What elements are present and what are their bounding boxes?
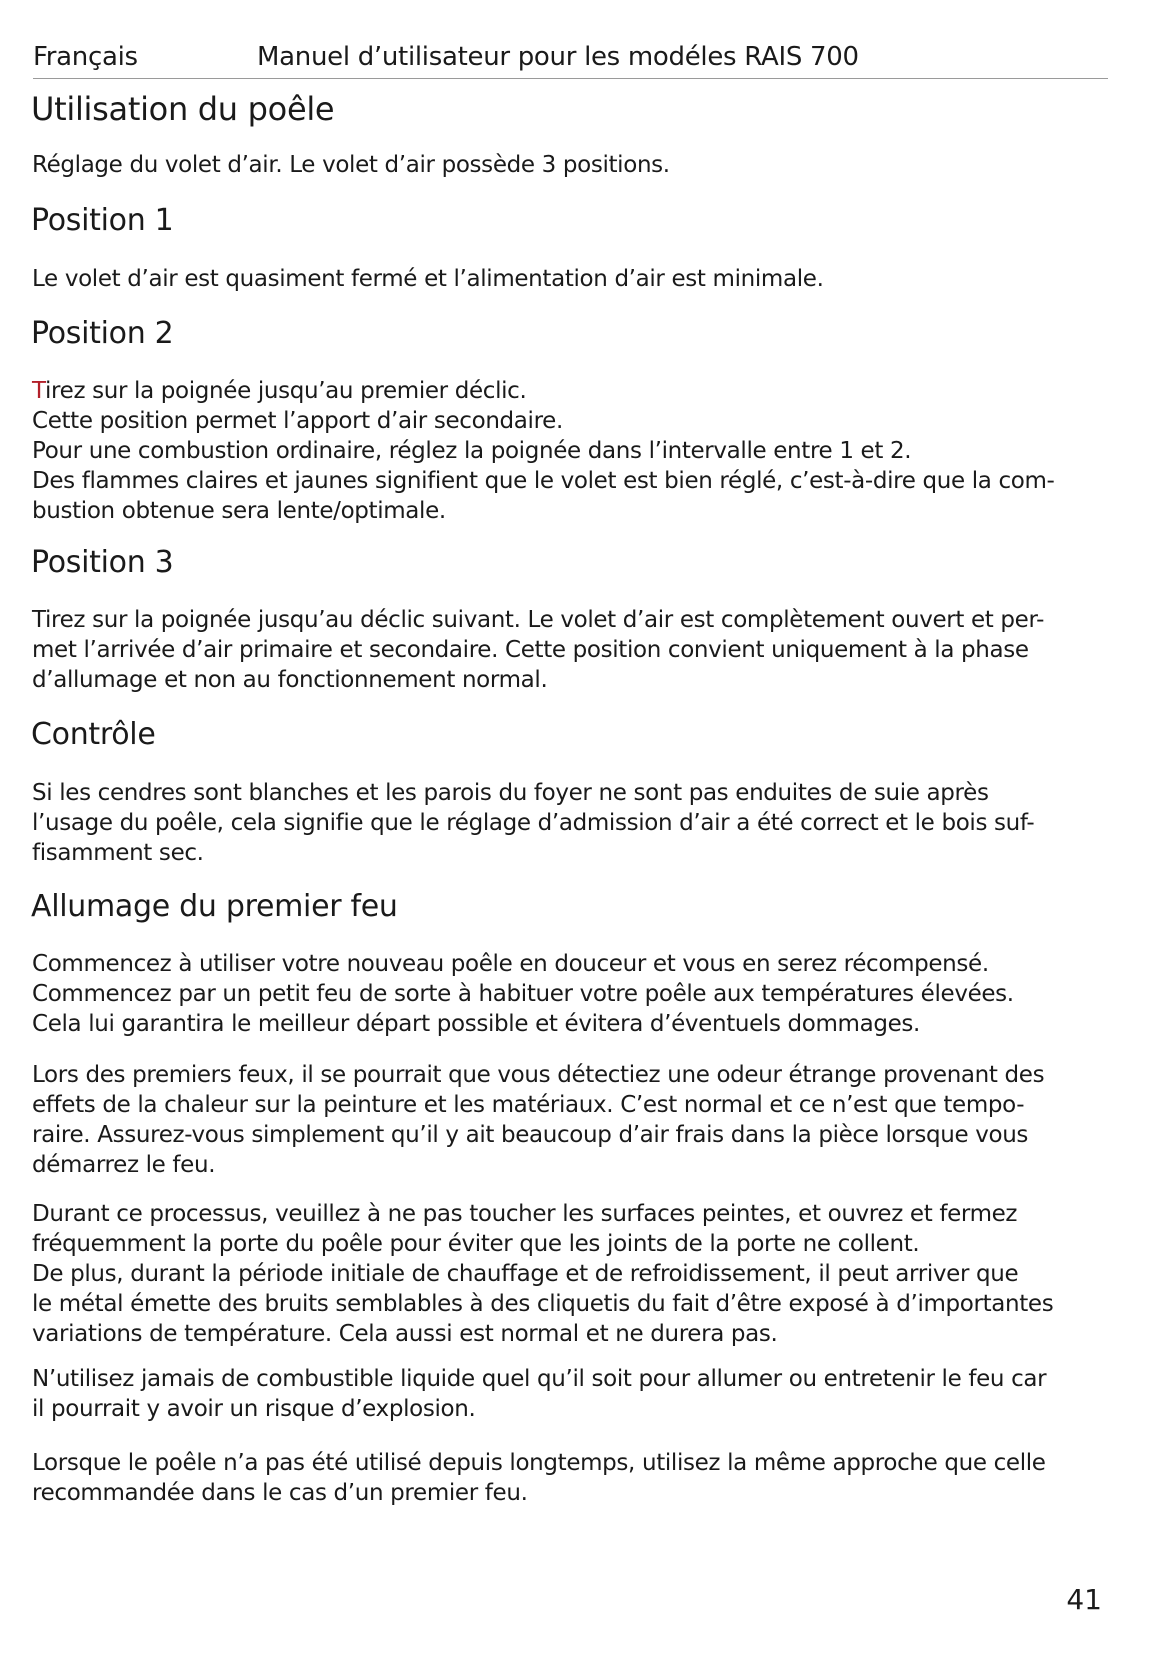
position3-line: met l’arrivée d’air primaire et secondaire. Cette position convient uniquement à la phase [32, 637, 1029, 663]
position3-line: Tirez sur la poignée jusqu’au déclic suivant. Le volet d’air est complètement ouvert et per- [32, 607, 1045, 633]
header-language: Français [33, 42, 138, 72]
allumage-paragraph-5 [32, 1448, 1122, 1508]
position2-line: Des flammes claires et jaunes signifient que le volet est bien réglé, c’est-à-dire que la com- [32, 468, 1055, 494]
page-header [33, 40, 1108, 79]
position3-paragraph [32, 605, 1122, 695]
allumage-line: Durant ce processus, veuillez à ne pas toucher les surfaces peintes, et ouvrez et fermez [32, 1201, 1018, 1227]
position2-line: bustion obtenue sera lente/optimale. [32, 498, 446, 524]
allumage-line: recommandée dans le cas d’un premier feu. [32, 1480, 528, 1506]
page-title: Utilisation du poêle [31, 90, 335, 128]
allumage-paragraph-3 [32, 1199, 1122, 1349]
position2-line: Pour une combustion ordinaire, réglez la poignée dans l’intervalle entre 1 et 2. [32, 438, 912, 464]
controle-line: Si les cendres sont blanches et les parois du foyer ne sont pas enduites de suie après [32, 780, 989, 806]
allumage-line: effets de la chaleur sur la peinture et les matériaux. C’est normal et ce n’est que tempo- [32, 1092, 1025, 1118]
controle-line: l’usage du poêle, cela signifie que le réglage d’admission d’air a été correct et le bois suf- [32, 810, 1035, 836]
allumage-line: N’utilisez jamais de combustible liquide quel qu’il soit pour allumer ou entretenir le feu car [32, 1366, 1047, 1392]
position1-heading: Position 1 [31, 203, 174, 238]
allumage-line: le métal émette des bruits semblables à des cliquetis du fait d’être exposé à d’importantes [32, 1291, 1054, 1317]
position1-paragraph: Le volet d’air est quasiment fermé et l’alimentation d’air est minimale. [32, 266, 824, 292]
position2-heading: Position 2 [31, 316, 174, 351]
controle-line: fisamment sec. [32, 840, 204, 866]
allumage-paragraph-1 [32, 949, 1122, 1039]
allumage-line: variations de température. Cela aussi est normal et ne durera pas. [32, 1321, 778, 1347]
controle-paragraph [32, 778, 1122, 868]
position3-line: d’allumage et non au fonctionnement normal. [32, 667, 548, 693]
controle-heading: Contrôle [31, 717, 156, 752]
allumage-line: De plus, durant la période initiale de chauffage et de refroidissement, il peut arriver que [32, 1261, 1019, 1287]
allumage-paragraph-4 [32, 1364, 1122, 1424]
intro-paragraph: Réglage du volet d’air. Le volet d’air possède 3 positions. [32, 152, 670, 178]
allumage-line: Commencez par un petit feu de sorte à habituer votre poêle aux températures élevées. [32, 981, 1014, 1007]
drop-letter: T [32, 378, 45, 404]
position2-line: Cette position permet l’apport d’air secondaire. [32, 408, 563, 434]
header-document-title: Manuel d’utilisateur pour les modéles RAIS 700 [257, 42, 859, 72]
allumage-line: raire. Assurez-vous simplement qu’il y ait beaucoup d’air frais dans la pièce lorsque vous [32, 1122, 1029, 1148]
allumage-line: Commencez à utiliser votre nouveau poêle en douceur et vous en serez récompensé. [32, 951, 989, 977]
allumage-line: fréquemment la porte du poêle pour éviter que les joints de la porte ne collent. [32, 1231, 920, 1257]
allumage-heading: Allumage du premier feu [31, 889, 398, 924]
allumage-line: il pourrait y avoir un risque d’explosion. [32, 1396, 476, 1422]
position2-line: Tirez sur la poignée jusqu’au premier déclic. [32, 378, 527, 404]
allumage-paragraph-2 [32, 1060, 1122, 1180]
page-number: 41 [1066, 1583, 1102, 1616]
position3-heading: Position 3 [31, 545, 174, 580]
allumage-line: démarrez le feu. [32, 1152, 216, 1178]
allumage-line: Lors des premiers feux, il se pourrait que vous détectiez une odeur étrange provenant des [32, 1062, 1045, 1088]
position2-paragraph [32, 376, 1122, 526]
allumage-line: Cela lui garantira le meilleur départ possible et évitera d’éventuels dommages. [32, 1011, 921, 1037]
allumage-line: Lorsque le poêle n’a pas été utilisé depuis longtemps, utilisez la même approche que celle [32, 1450, 1046, 1476]
